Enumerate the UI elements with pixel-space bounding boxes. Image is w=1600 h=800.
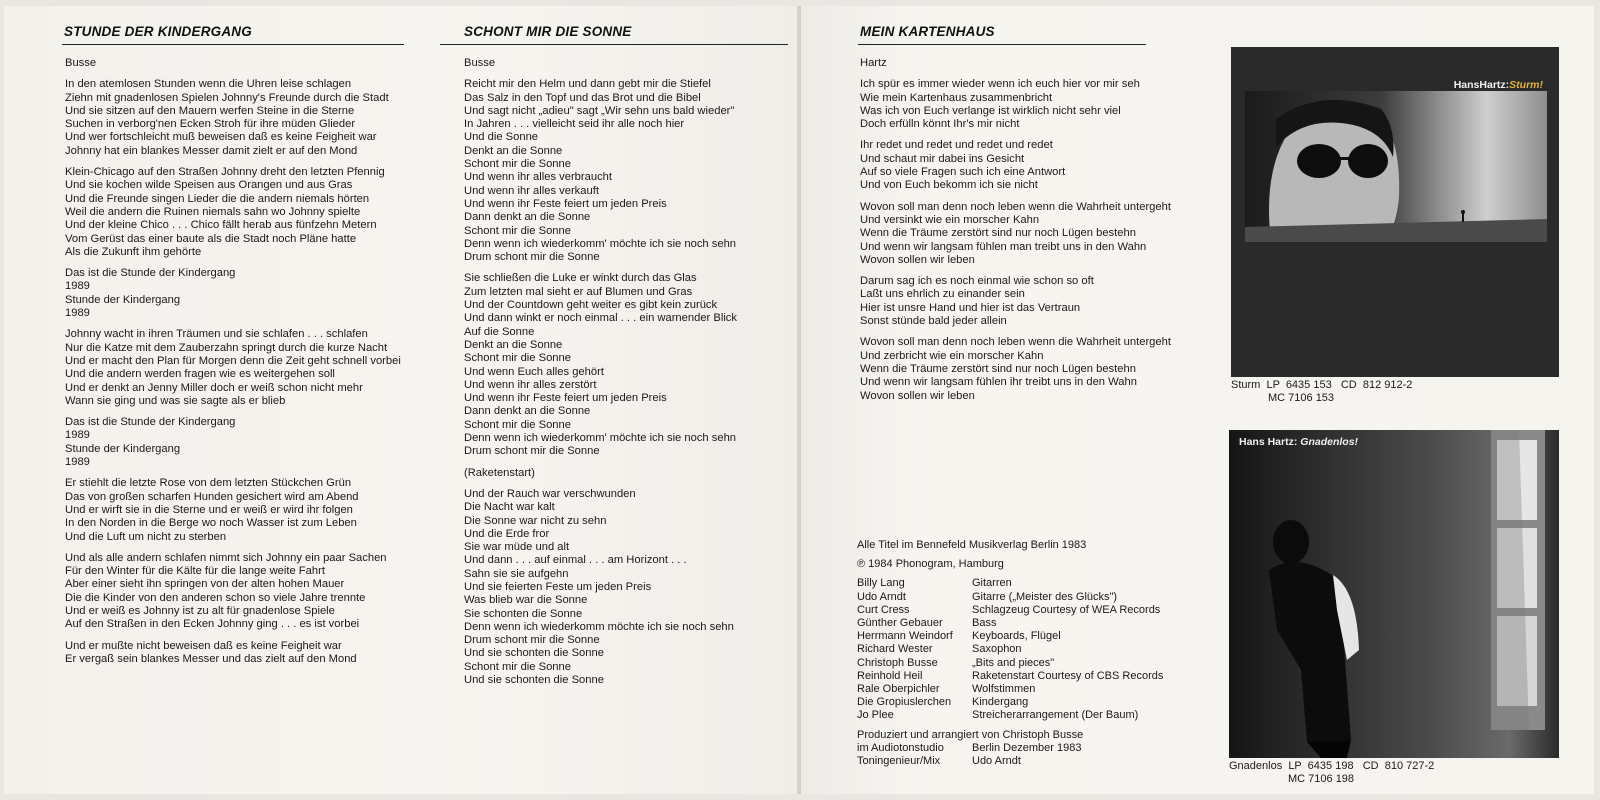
engineer-value: Udo Arndt xyxy=(972,755,1021,768)
title-rule xyxy=(440,44,788,45)
lyric-line: Dann denkt an die Sonne xyxy=(464,405,591,418)
musician-role: Gitarren xyxy=(972,577,1012,590)
lyric-line: Wovon sollen wir leben xyxy=(860,389,975,402)
lyric-line: 1989 xyxy=(65,456,90,469)
lyric-line: Schont mir die Sonne xyxy=(464,418,571,431)
lyric-line: Und er weiß es Johnny ist zu alt für gnadenlose Spiele xyxy=(65,604,335,617)
lyric-line: Denn wenn ich wiederkomm' möchte ich sie noch sehn xyxy=(464,432,737,445)
lyric-line: Denkt an die Sonne xyxy=(464,338,563,351)
lyric-line: Schont mir die Sonne xyxy=(464,660,571,673)
song-author: Busse xyxy=(65,57,97,69)
lyric-line: Und er wirft sie in die Sterne und er weiß er wird ihr folgen xyxy=(65,503,353,516)
lyric-line: Schont mir die Sonne xyxy=(464,224,571,237)
lyric-line: Nur die Katze mit dem Zauberzahn springt durch die kurze Nacht xyxy=(65,341,388,354)
musician-name: Udo Arndt xyxy=(857,590,906,603)
album-cover-gnadenlos xyxy=(1229,430,1559,758)
song-author: Busse xyxy=(464,57,496,69)
lyric-line: Sonst stünde bald jeder allein xyxy=(860,315,1007,328)
lyric-line: Johnny wacht in ihren Träumen und sie schlafen . . . schlafen xyxy=(65,328,368,341)
lyric-line: Hier ist unsre Hand und hier ist das Vertraun xyxy=(860,301,1081,314)
lyric-line: Denkt an die Sonne xyxy=(464,144,563,157)
lyric-line: In den Norden in die Berge wo noch Wasser ist zum Leben xyxy=(65,517,357,530)
musician-name: Christoph Busse xyxy=(857,656,938,669)
lyric-line: Stunde der Kindergang xyxy=(65,293,181,306)
lyric-line: Weil die andern die Ruinen niemals sahn wo Johnny spielte xyxy=(65,205,361,218)
lyric-line: Klein-Chicago auf den Straßen Johnny dreht den letzten Pfennig xyxy=(65,166,385,179)
lyric-line: Als die Zukunft ihm gehörte xyxy=(65,245,202,258)
album-cover-sturm xyxy=(1231,47,1559,377)
lyric-line: In den atemlosen Stunden wenn die Uhren leise schlagen xyxy=(65,78,352,91)
musician-list xyxy=(857,577,1163,722)
lyric-line: Sahn sie sie aufgehn xyxy=(464,567,569,580)
lyric-line: Und die andern werden fragen wie es weitergehen soll xyxy=(65,368,335,381)
lyric-line: Er stiehlt die letzte Rose von dem letzten Stückchen Grün xyxy=(65,477,352,490)
stanza-break xyxy=(65,259,401,267)
musician-role: Kindergang xyxy=(972,696,1029,709)
lyric-line: Wovon sollen wir leben xyxy=(860,253,975,266)
lyric-line: Er vergaß sein blankes Messer und das zielt auf den Mond xyxy=(65,652,357,665)
lyric-line: Ihr redet und redet und redet und redet xyxy=(860,139,1053,152)
lyric-line: 1989 xyxy=(65,280,90,293)
musician-row xyxy=(857,670,1163,683)
lyric-line: Wovon soll man denn noch leben wenn die Wahrheit untergeht xyxy=(860,336,1171,349)
lyrics-column-3 xyxy=(860,57,1171,403)
lyric-line: Wovon soll man denn noch leben wenn die Wahrheit untergeht xyxy=(860,200,1171,213)
lyric-line: Und die Sonne xyxy=(464,131,539,144)
lyric-line: Die Sonne war nicht zu sehn xyxy=(464,514,607,527)
lyric-line: Und sie schonten die Sonne xyxy=(464,674,604,687)
lyric-line: Reicht mir den Helm und dann gebt mir die Stiefel xyxy=(464,78,711,91)
lyric-line: Doch erfülln könnt Ihr's mir nicht xyxy=(860,118,1020,131)
musician-role: „Bits and pieces" xyxy=(972,656,1055,669)
musician-name: Rale Oberpichler xyxy=(857,683,940,696)
lyric-line: Und schaut mir dabei ins Gesicht xyxy=(860,152,1025,165)
lyric-line: Was blieb war die Sonne xyxy=(464,594,588,607)
musician-row xyxy=(857,630,1163,643)
musician-row xyxy=(857,604,1163,617)
musician-role: Bass xyxy=(972,617,997,630)
song-title-sonne: SCHONT MIR DIE SONNE xyxy=(464,24,632,39)
title-rule xyxy=(858,44,1146,45)
lyric-line: Und wenn ihr alles verkauft xyxy=(464,184,599,197)
stanza-break xyxy=(464,264,737,272)
lyric-line: Stunde der Kindergang xyxy=(65,442,181,455)
musician-row xyxy=(857,577,1163,590)
lyric-line: Und er macht den Plan für Morgen denn die Zeit geht schnell vorbei xyxy=(65,354,401,367)
lyric-line: Und dann . . . auf einmal . . . am Horizont . . . xyxy=(464,554,687,567)
musician-role: Streicherarrangement (Der Baum) xyxy=(972,709,1139,722)
musician-row xyxy=(857,696,1163,709)
lyric-line: Die die Kinder von den anderen schon so viele Jahre trennte xyxy=(65,591,366,604)
lyric-line: Drum schont mir die Sonne xyxy=(464,445,600,458)
lyric-line: Die Nacht war kalt xyxy=(464,501,555,514)
musician-name: Günther Gebauer xyxy=(857,617,943,630)
lyric-line: Sie schließen die Luke er winkt durch das Glas xyxy=(464,272,697,285)
studio-value: Berlin Dezember 1983 xyxy=(972,741,1082,754)
musician-row xyxy=(857,657,1163,670)
lyric-line: Und wer fortschleicht muß beweisen daß es keine Feigheit war xyxy=(65,131,377,144)
song-title-kartenhaus: MEIN KARTENHAUS xyxy=(860,24,995,39)
stanza-break xyxy=(65,469,401,477)
lyric-line: 1989 xyxy=(65,307,90,320)
stanza-break xyxy=(65,408,401,416)
lyrics-lines xyxy=(65,78,401,666)
stanza-break xyxy=(860,267,1171,275)
lyric-line: Und die Freunde singen Lieder die die andern niemals hörten xyxy=(65,192,370,205)
musician-row xyxy=(857,591,1163,604)
lyric-line: Ziehn mit gnadenlosen Spielen Johnny's Freunde durch die Stadt xyxy=(65,91,389,104)
musician-role: Raketenstart Courtesy of CBS Records xyxy=(972,669,1164,682)
lyric-line: Das ist die Stunde der Kindergang xyxy=(65,416,236,429)
musician-name: Herrmann Weindorf xyxy=(857,630,953,643)
lyric-line: Und er mußte nicht beweisen daß es keine Feigheit war xyxy=(65,639,342,652)
lyric-line: Sie schonten die Sonne xyxy=(464,607,583,620)
lyrics-lines xyxy=(860,78,1171,403)
lyric-line: Das Salz in den Topf und das Brot und die Bibel xyxy=(464,91,701,104)
lyric-line: Wie mein Kartenhaus zusammenbricht xyxy=(860,91,1053,104)
lyric-line: Denn wenn ich wiederkomm möchte ich sie noch sehn xyxy=(464,620,734,633)
lyric-line: Und als alle andern schlafen nimmt sich Johnny ein paar Sachen xyxy=(65,551,387,564)
lyric-line: Und von Euch bekomm ich sie nicht xyxy=(860,179,1038,192)
musician-row xyxy=(857,683,1163,696)
sturm-caption-line-2: MC 7106 153 xyxy=(1268,392,1335,404)
lyric-line: Und versinkt wie ein morscher Kahn xyxy=(860,213,1040,226)
gnadenlos-caption-line-2: MC 7106 198 xyxy=(1288,773,1355,785)
stanza-break xyxy=(464,480,737,488)
sturm-cover-title: HansHartz:Sturm! xyxy=(1453,79,1543,91)
gnadenlos-cover-overlay xyxy=(1229,430,1557,758)
lyric-line: Und sie kochen wilde Speisen aus Orangen und aus Gras xyxy=(65,179,353,192)
studio-label: im Audiotonstudio xyxy=(857,741,944,754)
lyrics-column-2 xyxy=(464,57,737,687)
lyric-line: Und sie sitzen auf den Mauern werfen Steine in die Sterne xyxy=(65,104,355,117)
lyric-line: Und wenn Euch alles gehört xyxy=(464,365,604,378)
lyric-line: Wenn die Träume zerstört sind nur noch Lügen bestehn xyxy=(860,362,1136,375)
lyric-line: Schont mir die Sonne xyxy=(464,352,571,365)
lyric-line: Für den Winter für die Kälte für die lange weite Fahrt xyxy=(65,565,325,578)
lyric-line: Wenn die Träume zerstört sind nur noch Lügen bestehn xyxy=(860,227,1136,240)
lyric-line: Das von großen scharfen Hunden gesichert wird am Abend xyxy=(65,490,359,503)
stanza-break xyxy=(65,632,401,640)
stanza-break xyxy=(860,328,1171,336)
lyric-line: Und wenn ihr Feste feiert um jeden Preis xyxy=(464,197,667,210)
lyric-line: Suchen in verborg'nen Ecken Stroh für ihre müden Glieder xyxy=(65,118,356,131)
lyric-line: Und wenn wir langsam fühlen man treibt uns in den Wahn xyxy=(860,240,1147,253)
lyric-line: Und der Countdown geht weiter es gibt kein zurück xyxy=(464,299,718,312)
song-author: Hartz xyxy=(860,57,887,69)
book-gutter xyxy=(797,6,801,794)
musician-role: Wolfstimmen xyxy=(972,683,1036,696)
lyric-line: Ich spür es immer wieder wenn ich euch hier vor mir seh xyxy=(860,78,1140,91)
lyric-line: Das ist die Stunde der Kindergang xyxy=(65,267,236,280)
studio-row xyxy=(857,742,1163,755)
lyric-line: Johnny hat ein blankes Messer damit zielt er auf den Mond xyxy=(65,144,358,157)
engineer-label: Toningenieur/Mix xyxy=(857,755,941,768)
musician-name: Richard Wester xyxy=(857,643,933,656)
stanza-break xyxy=(65,158,401,166)
lyric-line: Und wenn wir langsam fühlen ihr treibt uns in den Wahn xyxy=(860,376,1137,389)
lyric-line: Sie war müde und alt xyxy=(464,541,570,554)
lyric-line: Schont mir die Sonne xyxy=(464,158,571,171)
lyric-line: Denn wenn ich wiederkomm' möchte ich sie noch sehn xyxy=(464,237,737,250)
stanza-break xyxy=(464,459,737,467)
musician-role: Saxophon xyxy=(972,643,1022,656)
lyric-line: Vom Gerüst das einer baute als die Stadt noch Pläne hatte xyxy=(65,232,357,245)
engineer-row xyxy=(857,755,1163,768)
gnadenlos-caption-line-1: Gnadenlos LP 6435 198 CD 810 727-2 xyxy=(1229,760,1435,772)
lyric-line: Auf die Sonne xyxy=(464,325,535,338)
stanza-break xyxy=(860,131,1171,139)
copyright-line: ℗ 1984 Phonogram, Hamburg xyxy=(857,558,1004,571)
lyric-line: Wann sie ging und was sie sagte als er blieb xyxy=(65,394,286,407)
musician-name: Billy Lang xyxy=(857,577,905,590)
lyric-line: Und sie schonten die Sonne xyxy=(464,647,604,660)
song-title-kindergang: STUNDE DER KINDERGANG xyxy=(64,24,252,39)
publisher-line: Alle Titel im Bennefeld Musikverlag Berlin 1983 xyxy=(857,539,1087,551)
lyric-line: Und sagt nicht „adieu" sagt „Wir sehn uns bald wieder" xyxy=(464,104,735,117)
lyric-line: Drum schont mir die Sonne xyxy=(464,634,600,647)
lyric-line: Und wenn ihr Feste feiert um jeden Preis xyxy=(464,392,667,405)
lyric-line: Auf so viele Fragen such ich eine Antwort xyxy=(860,166,1066,179)
musician-row xyxy=(857,617,1163,630)
lyric-line: Und zerbricht wie ein morscher Kahn xyxy=(860,349,1044,362)
sturm-caption-line-1: Sturm LP 6435 153 CD 812 912-2 xyxy=(1231,379,1413,391)
lyric-line: Laßt uns ehrlich zu einander sein xyxy=(860,288,1025,301)
lyric-line: 1989 xyxy=(65,429,90,442)
musician-role: Keyboards, Flügel xyxy=(972,630,1061,643)
lyric-line: Drum schont mir die Sonne xyxy=(464,251,600,264)
lyric-line: Und die Erde fror xyxy=(464,527,550,540)
producer-line: Produziert und arrangiert von Christoph Busse xyxy=(857,728,1084,741)
lyric-line: Und der kleine Chico . . . Chico fällt herab aus fünfzehn Metern xyxy=(65,219,377,232)
stanza-break xyxy=(860,193,1171,201)
lyric-line: Dann denkt an die Sonne xyxy=(464,211,591,224)
musician-row xyxy=(857,709,1163,722)
gnadenlos-cover-title: Hans Hartz: Gnadenlos! xyxy=(1239,436,1359,448)
lyric-line: Und wenn ihr alles zerstört xyxy=(464,378,597,391)
lyric-line: In Jahren . . . vielleicht seid ihr alle noch hier xyxy=(464,118,685,131)
lyric-line: Und die Luft um nicht zu sterben xyxy=(65,530,227,543)
lyric-line: (Raketenstart) xyxy=(464,466,535,479)
lyric-line: Und sie feierten Feste um jeden Preis xyxy=(464,580,652,593)
title-rule xyxy=(62,44,404,45)
musician-role: Gitarre („Meister des Glücks") xyxy=(972,590,1118,603)
sturm-cover-art xyxy=(1231,47,1559,377)
lyric-line: Und wenn ihr alles verbraucht xyxy=(464,171,612,184)
musician-row xyxy=(857,643,1163,656)
lyric-line: Zum letzten mal sieht er auf Blumen und Gras xyxy=(464,285,693,298)
stanza-break xyxy=(65,544,401,552)
musician-name: Jo Plee xyxy=(857,709,894,722)
lyric-line: Und er denkt an Jenny Miller doch er weiß schon nicht mehr xyxy=(65,381,363,394)
musician-name: Reinhold Heil xyxy=(857,669,923,682)
lyric-line: Was ich von Euch verlange ist wirklich nicht sehr viel xyxy=(860,104,1121,117)
lyric-line: Aber einer sieht ihn springen von der alten hohen Mauer xyxy=(65,578,345,591)
lyric-line: Und der Rauch war verschwunden xyxy=(464,487,636,500)
lyrics-column-1 xyxy=(65,57,401,666)
stanza-break xyxy=(65,320,401,328)
credits-block xyxy=(857,539,1163,768)
lyrics-lines xyxy=(464,78,737,687)
musician-name: Curt Cress xyxy=(857,603,910,616)
musician-role: Schlagzeug Courtesy of WEA Records xyxy=(972,603,1161,616)
musician-name: Die Gropiuslerchen xyxy=(857,696,952,709)
lyric-line: Auf den Straßen in den Ecken Johnny ging . . . es ist vorbei xyxy=(65,618,360,631)
lyric-line: Und dann winkt er noch einmal . . . ein warnender Blick xyxy=(464,312,737,325)
lyric-line: Darum sag ich es noch einmal wie schon so oft xyxy=(860,275,1094,288)
